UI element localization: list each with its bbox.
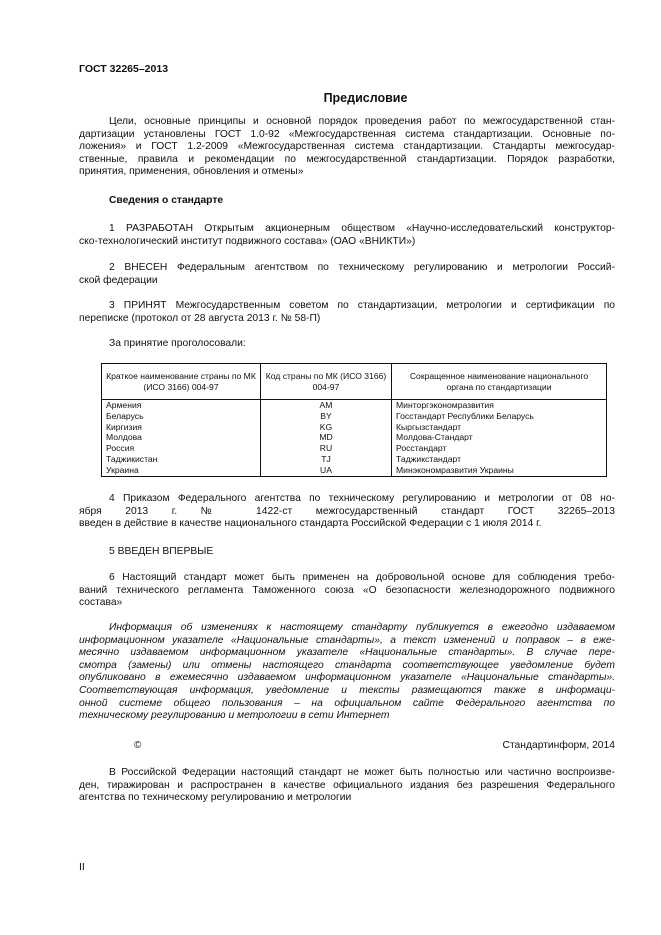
text-line: переписке (протокол от 28 августа 2013 г. № 58-П) xyxy=(79,312,321,324)
text-line: 4 Приказом Федерального агентства по техническому регулированию и метрологии от 08 но- xyxy=(109,493,615,504)
text-line: ской федерации xyxy=(79,274,158,286)
text-line: техническому регулированию и метрологии в сети Интернет xyxy=(79,710,390,722)
table-header-row xyxy=(102,364,607,400)
table-header-country: Краткое наименование страны по МК (ИСО 3166) 004-97 xyxy=(102,364,261,400)
table-header-authority: Сокращенное наименование национального органа по стандартизации xyxy=(392,364,607,400)
table-cell-authority: Таджикстандарт xyxy=(392,454,607,465)
text-line: состава» xyxy=(79,597,123,609)
table-row xyxy=(102,454,607,465)
table-cell-authority: Госстандарт Республики Беларусь xyxy=(392,411,607,422)
table-cell-country: Беларусь xyxy=(102,411,261,422)
table-cell-country: Молдова xyxy=(102,432,261,443)
table-cell-code: UA xyxy=(261,465,392,476)
text-line: ложения» и ГОСТ 1.2-2009 «Межгосударственная система стандартизации. Стандарты межгосудар- xyxy=(79,141,615,153)
text-line: ско-технологический институт подвижного состава» (ОАО «ВНИКТИ») xyxy=(79,235,416,247)
table-row xyxy=(102,411,607,422)
table-cell-code: BY xyxy=(261,411,392,422)
copyright-symbol: © xyxy=(134,740,142,751)
table-row xyxy=(102,443,607,454)
table-row xyxy=(102,422,607,433)
text-line: 2 ВНЕСЕН Федеральным агентством по техническому регулированию и метрологии Россий- xyxy=(109,262,615,273)
text-line: онной системе общего пользования – на официальном сайте Федерального агентства по xyxy=(79,697,615,709)
section-title: Сведения о стандарте xyxy=(109,195,224,206)
text-line: 1 РАЗРАБОТАН Открытым акционерным обществом «Научно-исследовательский конструктор- xyxy=(109,223,615,234)
table-row xyxy=(102,400,607,411)
text-line: ября 2013 г. № 1422-ст межгосударственный стандарт ГОСТ 32265–2013 xyxy=(79,505,615,517)
item-6 xyxy=(79,572,615,610)
table-header-code: Код страны по МК (ИСО 3166) 004-97 xyxy=(261,364,392,400)
table-cell-code: KG xyxy=(261,422,392,433)
item-3 xyxy=(79,300,615,325)
text-line: опубликовано в ежемесячно издаваемом информационном указателе «Национальные стандарты». xyxy=(79,672,615,684)
table-cell-code: MD xyxy=(261,432,392,443)
text-line: агентства по техническому регулированию и метрологии xyxy=(79,792,352,804)
document-code: ГОСТ 32265–2013 xyxy=(79,63,169,75)
table-cell-authority: Минэкономразвития Украины xyxy=(392,465,607,476)
page-number: II xyxy=(79,861,85,873)
notice-paragraph xyxy=(79,767,615,805)
table-cell-code: RU xyxy=(261,443,392,454)
voted-label: За принятие проголосовали: xyxy=(109,338,246,349)
table-row xyxy=(102,432,607,443)
table-cell-code: TJ xyxy=(261,454,392,465)
text-line: 3 ПРИНЯТ Межгосударственным советом по стандартизации, метрологии и сертификации по xyxy=(109,300,615,311)
text-line: ственные, правила и рекомендации по межгосударственной стандартизации. Порядок разработки, xyxy=(79,153,615,165)
text-line: введен в действие в качестве национального стандарта Российской Федерации с 1 июля 2014 г. xyxy=(79,518,542,530)
text-line: В Российской Федерации настоящий стандарт не может быть полностью или частично воспроизве- xyxy=(109,767,615,778)
text-line: Соответствующая информация, уведомление и тексты размещаются также в информаци- xyxy=(79,684,615,696)
text-line: ваний технического регламента Таможенного союза «О безопасности железнодорожного подвижного xyxy=(79,584,615,596)
item-5: 5 ВВЕДЕН ВПЕРВЫЕ xyxy=(109,546,214,557)
text-line: информационном указателе «Национальные стандарты», а текст изменений и поправок – в еже- xyxy=(79,634,615,646)
table-cell-authority: Молдова-Стандарт xyxy=(392,432,607,443)
table-cell-authority: Кыргызстандарт xyxy=(392,422,607,433)
table-cell-country: Киргизия xyxy=(102,422,261,433)
text-line: дартизации установлены ГОСТ 1.0-92 «Межгосударственная система стандартизации. Основные по- xyxy=(79,128,615,140)
item-2 xyxy=(79,262,615,287)
copyright-publisher: Стандартинформ, 2014 xyxy=(502,740,615,751)
table-cell-country: Армения xyxy=(102,400,261,411)
text-line: ден, тиражирован и распространен в качестве официального издания без разрешения Федерального xyxy=(79,779,615,791)
text-line: Информация об изменениях к настоящему стандарту публикуется в ежегодно издаваемом xyxy=(109,622,615,633)
info-paragraph xyxy=(79,622,615,723)
table-cell-country: Таджикистан xyxy=(102,454,261,465)
table-cell-country: Россия xyxy=(102,443,261,454)
table-cell-country: Украина xyxy=(102,465,261,476)
text-line: 6 Настоящий стандарт может быть применен на добровольной основе для соблюдения требо- xyxy=(109,572,615,583)
voting-table xyxy=(101,363,607,477)
table-row xyxy=(102,465,607,476)
page-title: Предисловие xyxy=(323,91,408,105)
text-line: месячно издаваемом информационном указателе «Национальные стандарты». В случае пере- xyxy=(79,647,615,659)
table-cell-authority: Росстандарт xyxy=(392,443,607,454)
table-cell-authority: Минторгэкономразвития xyxy=(392,400,607,411)
item-4 xyxy=(79,493,615,531)
item-1 xyxy=(79,223,615,248)
text-line: Цели, основные принципы и основной порядок проведения работ по межгосударственной стан- xyxy=(109,116,615,127)
intro-paragraph xyxy=(79,116,615,179)
table-cell-code: AM xyxy=(261,400,392,411)
text-line: принятия, применения, обновления и отмены» xyxy=(79,166,304,178)
text-line: смотра (замены) или отмены настоящего стандарта соответствующее уведомление будет xyxy=(79,659,615,671)
